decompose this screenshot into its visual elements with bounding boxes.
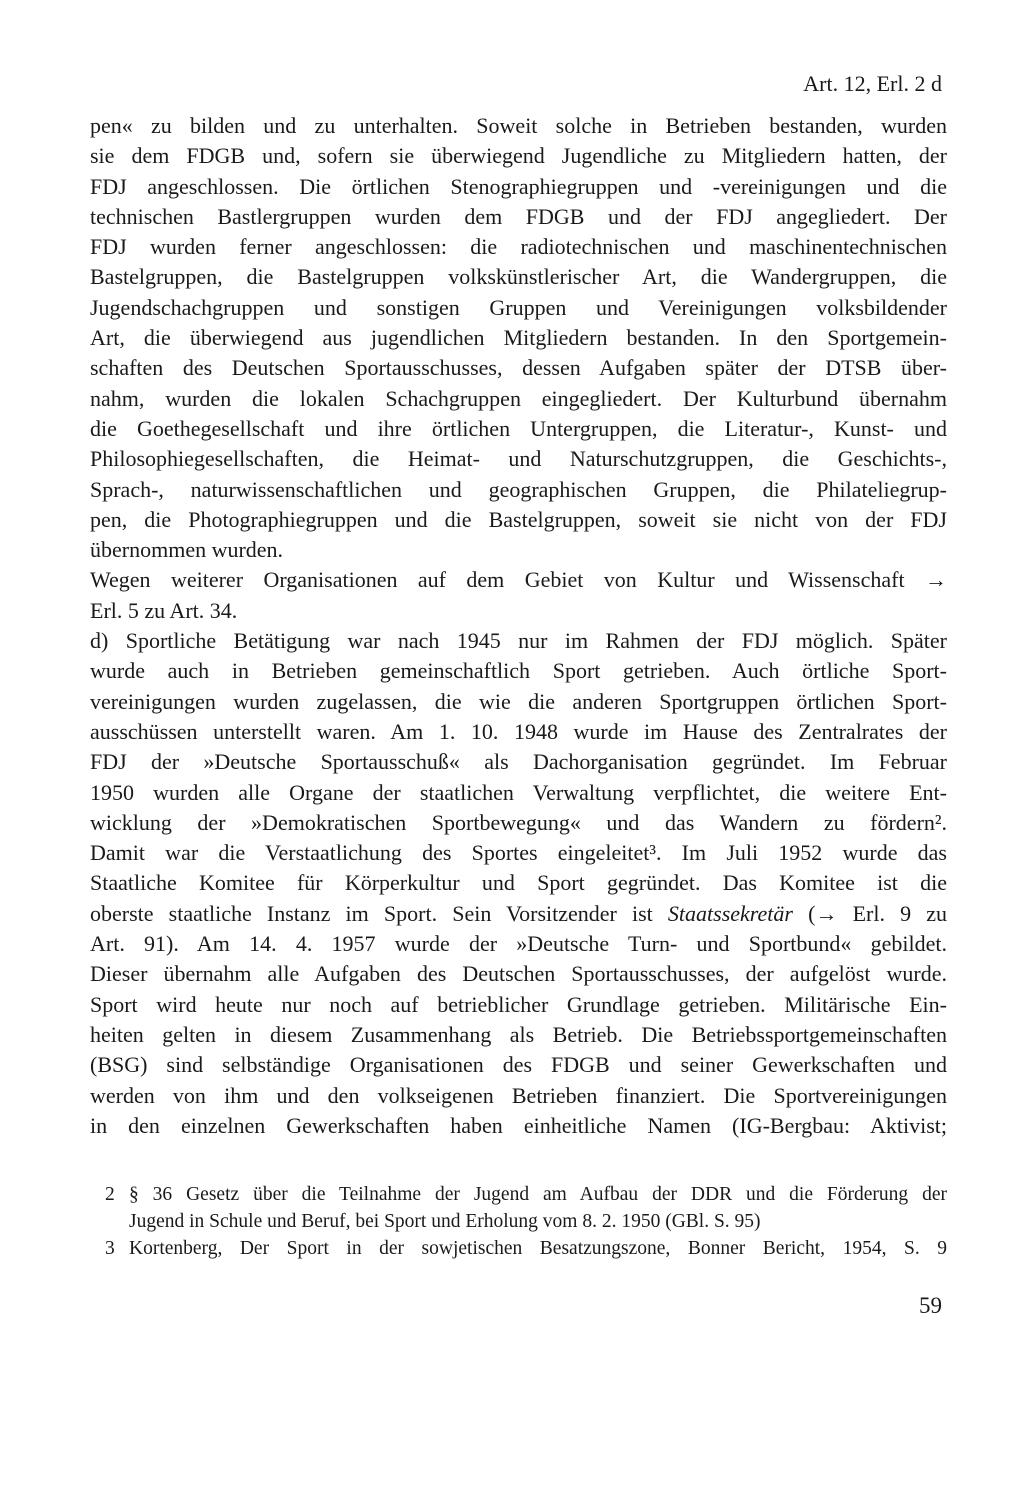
- text-line: FDJ wurden ferner angeschlossen: die radiotechnischen und maschinentechnischen: [90, 234, 947, 260]
- text-line-with-italic: [90, 899, 947, 929]
- text-line: Art. 91). Am 14. 4. 1957 wurde der »Deutsche Turn- und Sportbund« gebildet.: [90, 931, 947, 957]
- text-line: d) Sportliche Betätigung war nach 1945 nur im Rahmen der FDJ möglich. Später: [90, 628, 947, 654]
- text-line: (BSG) sind selbständige Organisationen des FDGB und seiner Gewerkschaften und: [90, 1052, 947, 1078]
- running-head: Art. 12, Erl. 2 d: [803, 71, 942, 96]
- body-text: [90, 111, 947, 1141]
- text-line: Art, die überwiegend aus jugendlichen Mitgliedern bestanden. In den Sportgemein-: [90, 325, 947, 351]
- text-segment: oberste staatliche Instanz im Sport. Sein Vorsitzender ist: [90, 900, 668, 926]
- footnote-2: [105, 1181, 947, 1235]
- text-line: Bastelgruppen, die Bastelgruppen volkskünstlerischer Art, die Wandergruppen, die: [90, 264, 947, 290]
- footnote-line: Jugend in Schule und Beruf, bei Sport und Erholung vom 8. 2. 1950 (GBl. S. 95): [129, 1211, 761, 1232]
- text-line: die Goethegesellschaft und ihre örtlichen Untergruppen, die Literatur-, Kunst- und: [90, 415, 947, 441]
- text-line: heiten gelten in diesem Zusammenhang als Betrieb. Die Betriebssportgemeinschaften: [90, 1021, 947, 1047]
- footnote-line: Kortenberg, Der Sport in der sowjetischen Besatzungszone, Bonner Bericht, 1954, S. 9: [129, 1238, 947, 1259]
- text-line: Erl. 5 zu Art. 34.: [90, 597, 238, 623]
- text-line: wurde auch in Betrieben gemeinschaftlich Sport getrieben. Auch örtliche Sport-: [90, 658, 947, 684]
- footnote-number: 3: [105, 1238, 115, 1259]
- text-line: schaften des Deutschen Sportausschusses, dessen Aufgaben später der DTSB über-: [90, 355, 947, 381]
- text-line: werden von ihm und den volkseigenen Betrieben finanziert. Die Sportvereinigungen: [90, 1082, 947, 1108]
- text-line: FDJ der »Deutsche Sportausschuß« als Dachorganisation gegründet. Im Februar: [90, 749, 947, 775]
- text-line: Wegen weiterer Organisationen auf dem Gebiet von Kultur und Wissenschaft →: [90, 567, 947, 593]
- footnote-3: [105, 1235, 947, 1262]
- text-segment: (→ Erl. 9 zu: [792, 900, 948, 926]
- text-line: Dieser übernahm alle Aufgaben des Deutschen Sportausschusses, der aufgelöst wurde.: [90, 961, 947, 987]
- text-line: wicklung der »Demokratischen Sportbewegung« und das Wandern zu fördern².: [90, 809, 947, 835]
- footnote-line: § 36 Gesetz über die Teilnahme der Jugend am Aufbau der DDR und die Förderung der: [129, 1184, 947, 1205]
- text-line: FDJ angeschlossen. Die örtlichen Stenographiegruppen und -vereinigungen und die: [90, 173, 947, 199]
- text-line: Damit war die Verstaatlichung des Sportes eingeleitet³. Im Juli 1952 wurde das: [90, 840, 947, 866]
- text-line: pen, die Photographiegruppen und die Bastelgruppen, soweit sie nicht von der FDJ: [90, 506, 947, 532]
- text-line: pen« zu bilden und zu unterhalten. Soweit solche in Betrieben bestanden, wurden: [90, 113, 947, 138]
- footnote-number: 2: [105, 1184, 115, 1205]
- text-line: ausschüssen unterstellt waren. Am 1. 10. 1948 wurde im Hause des Zentralrates der: [90, 718, 947, 744]
- text-line: technischen Bastlergruppen wurden dem FDGB und der FDJ angegliedert. Der: [90, 203, 947, 229]
- text-line: in den einzelnen Gewerkschaften haben einheitliche Namen (IG-Bergbau: Aktivist;: [90, 1112, 947, 1138]
- text-line: vereinigungen wurden zugelassen, die wie die anderen Sportgruppen örtlichen Sport-: [90, 688, 947, 714]
- text-line: Staatliche Komitee für Körperkultur und Sport gegründet. Das Komitee ist die: [90, 870, 947, 896]
- text-line: sie dem FDGB und, sofern sie überwiegend Jugendliche zu Mitgliedern hatten, der: [90, 143, 947, 169]
- page-number: 59: [919, 1293, 942, 1318]
- text-line: Philosophiegesellschaften, die Heimat- und Naturschutzgruppen, die Geschichts-,: [90, 446, 947, 472]
- italic-term: Staatssekretär: [667, 900, 793, 926]
- text-line: nahm, wurden die lokalen Schachgruppen eingegliedert. Der Kulturbund übernahm: [90, 385, 947, 411]
- footnotes: [105, 1181, 947, 1262]
- text-line: 1950 wurden alle Organe der staatlichen Verwaltung verpflichtet, die weitere Ent-: [90, 779, 947, 805]
- text-line: übernommen wurden.: [90, 537, 284, 563]
- text-line: Jugendschachgruppen und sonstigen Gruppen und Vereinigungen volksbildender: [90, 294, 947, 320]
- text-line: Sport wird heute nur noch auf betrieblicher Grundlage getrieben. Militärische Ein-: [90, 991, 947, 1017]
- text-line: Sprach-, naturwissenschaftlichen und geographischen Gruppen, die Philateliegrup-: [90, 476, 947, 502]
